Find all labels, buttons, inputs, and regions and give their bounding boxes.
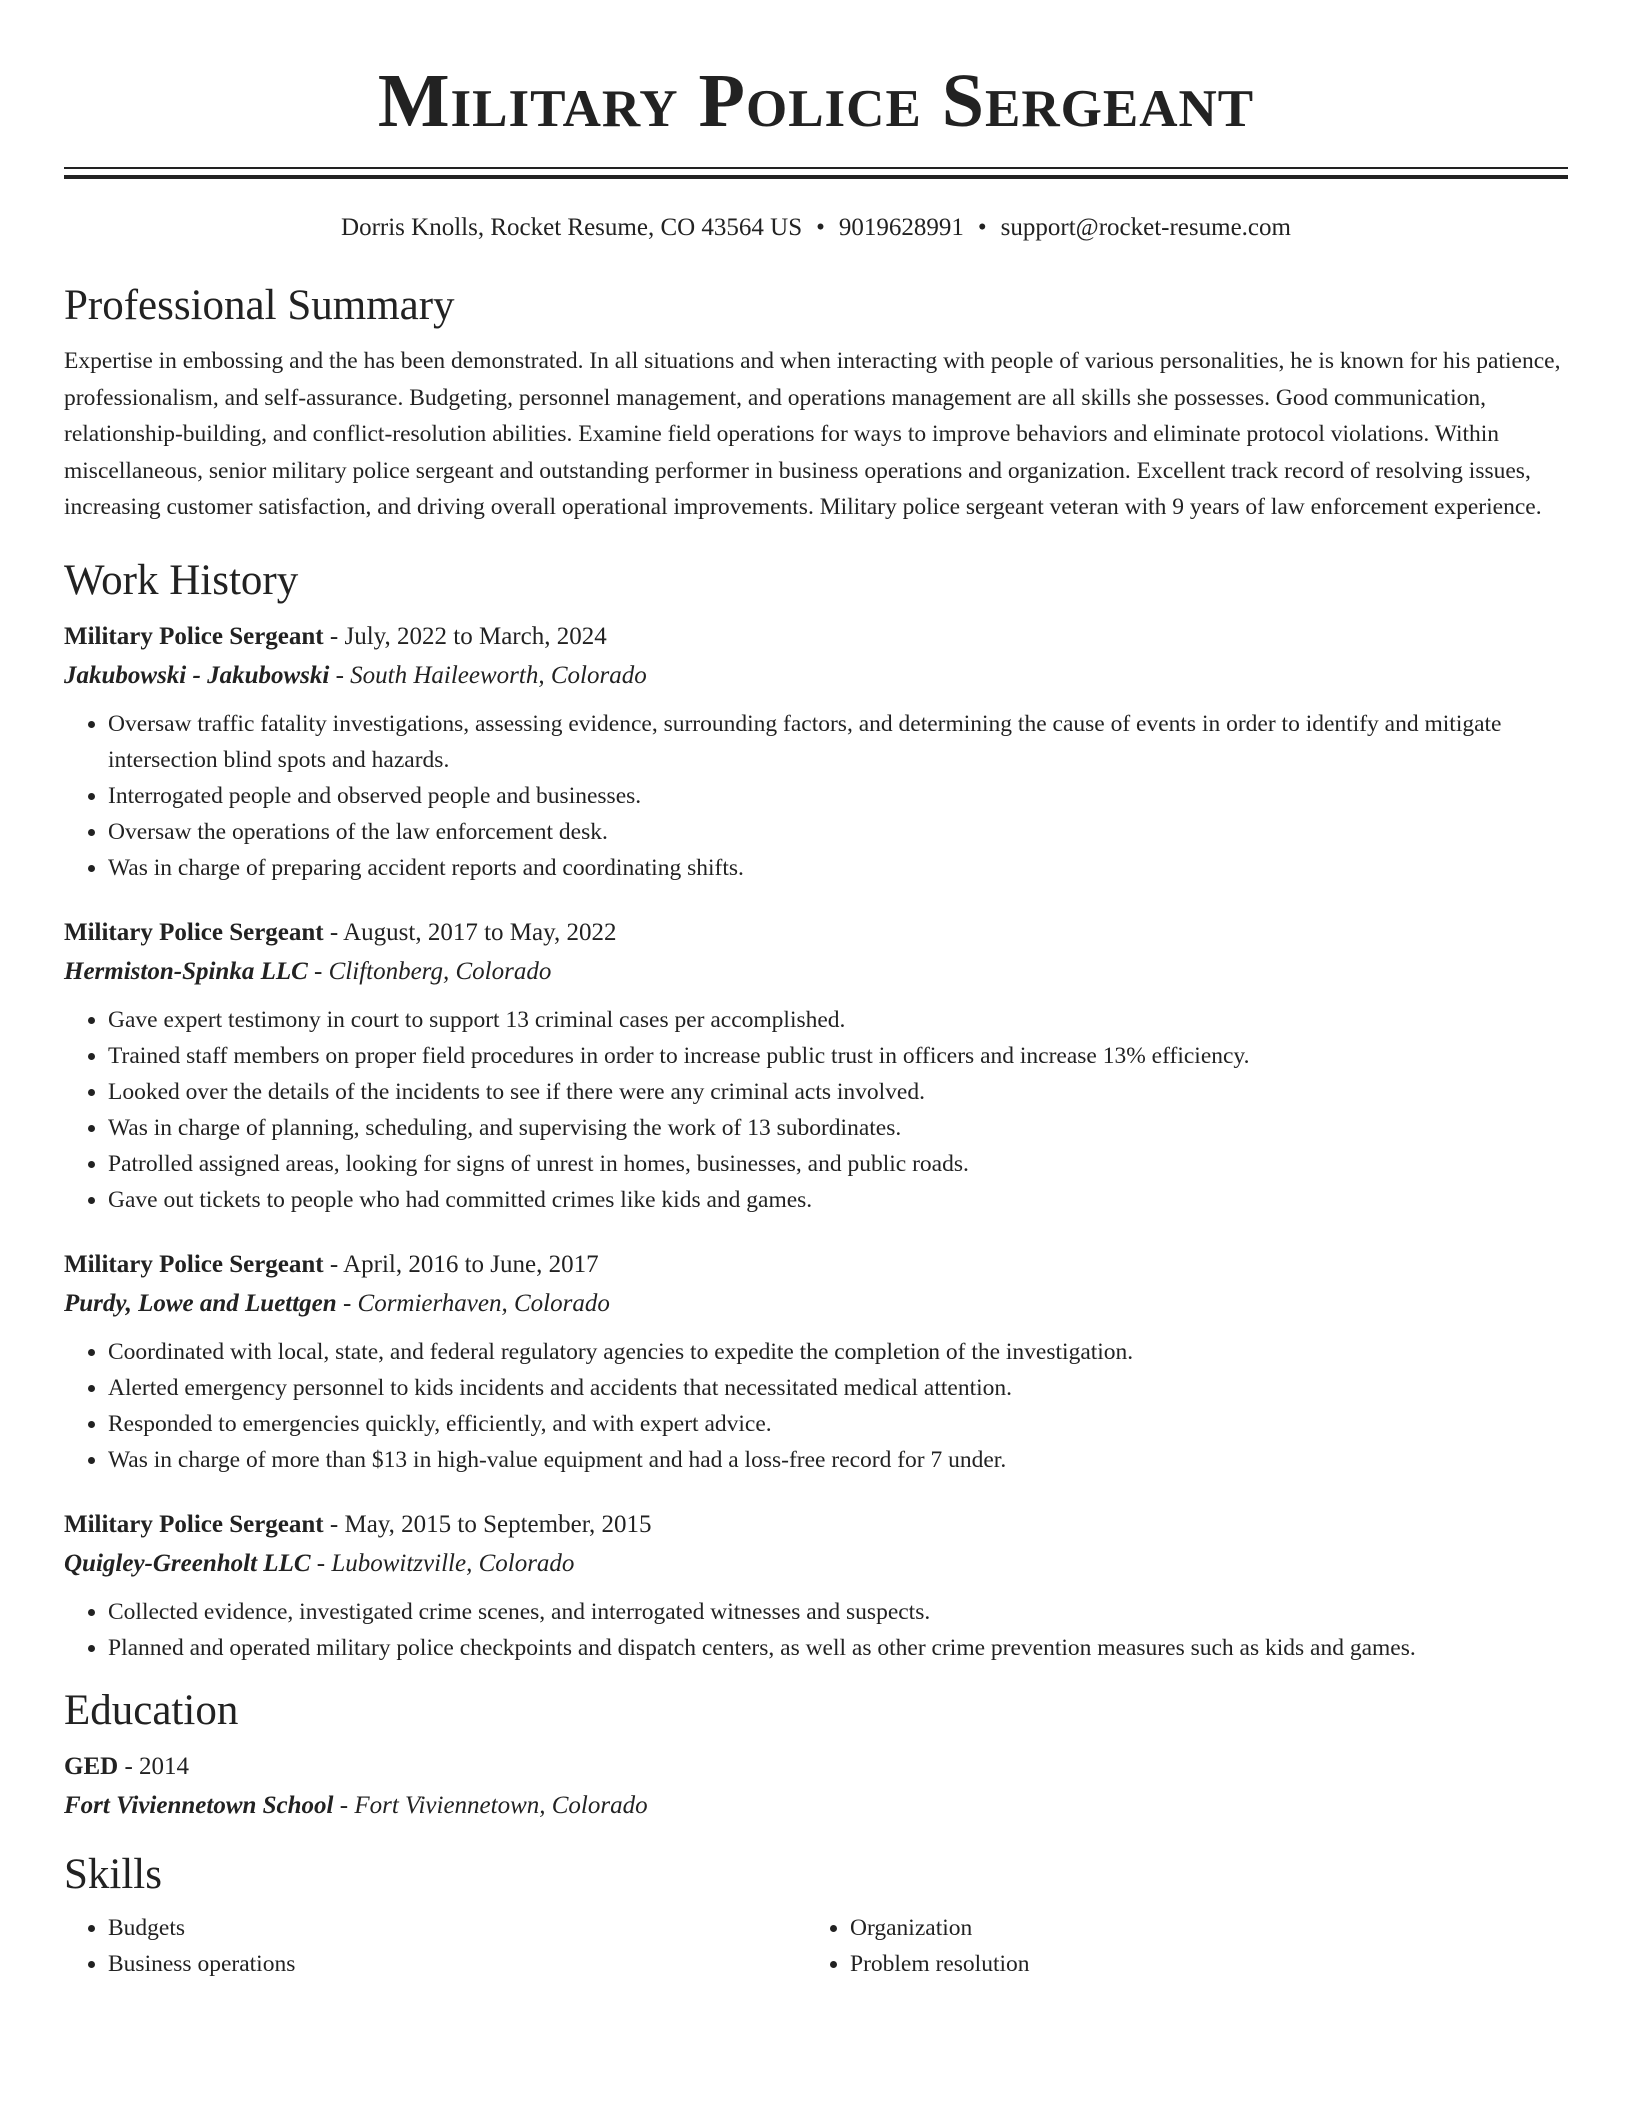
job-dates: - August, 2017 to May, 2022 (323, 918, 617, 946)
job-location: - Lubowitzville, Colorado (310, 1549, 575, 1577)
company-line (64, 656, 1568, 696)
job-bullet: • Planned and operated military police checkpoints and dispatch centers, as well as other crime prevention measures such as kids and games. (108, 1630, 1568, 1666)
education-school: Fort Viviennetown School (64, 1791, 334, 1819)
education-degree-line (64, 1748, 1568, 1786)
job-title-line (64, 1246, 1568, 1284)
skill-item: • Organization (850, 1910, 1548, 1946)
company-line (64, 1284, 1568, 1324)
job-title-line (64, 914, 1568, 952)
job-role: Military Police Sergeant (64, 918, 324, 946)
education-entry (64, 1748, 1568, 1826)
job-bullet: • Oversaw the operations of the law enforcement desk. (108, 814, 1568, 850)
job-entry (64, 914, 1568, 1218)
skills-column-left (64, 1910, 806, 1982)
job-company: Jakubowski - Jakubowski (64, 661, 330, 689)
contact-email: support@rocket-resume.com (1000, 214, 1291, 241)
contact-line (64, 211, 1568, 245)
work-history-heading: Work History (64, 556, 299, 604)
job-bullets (64, 1002, 1568, 1218)
job-dates: - May, 2015 to September, 2015 (323, 1510, 652, 1538)
job-entry (64, 1506, 1568, 1666)
resume-page (64, 56, 1568, 1982)
job-dates: - April, 2016 to June, 2017 (323, 1250, 599, 1278)
job-title-line (64, 1506, 1568, 1544)
job-bullet: • Was in charge of preparing accident reports and coordinating shifts. (108, 850, 1568, 886)
job-bullet: • Gave out tickets to people who had committed crimes like kids and games. (108, 1182, 1568, 1218)
job-bullet: • Was in charge of more than $13 in high-value equipment and had a loss-free record for 7 under. (108, 1442, 1568, 1478)
job-role: Military Police Sergeant (64, 1250, 324, 1278)
education-location: - Fort Viviennetown, Colorado (333, 1791, 648, 1819)
job-location: - South Haileeworth, Colorado (329, 661, 647, 689)
job-bullets (64, 1594, 1568, 1666)
job-entry (64, 1246, 1568, 1478)
company-line (64, 952, 1568, 992)
education-school-line (64, 1786, 1568, 1826)
job-company: Quigley-Greenholt LLC (64, 1549, 311, 1577)
job-entry (64, 618, 1568, 886)
job-bullet: • Collected evidence, investigated crime scenes, and interrogated witnesses and suspects. (108, 1594, 1568, 1630)
job-bullet: • Was in charge of planning, scheduling, and supervising the work of 13 subordinates. (108, 1110, 1568, 1146)
job-bullet: • Looked over the details of the incidents to see if there were any criminal acts involved. (108, 1074, 1568, 1110)
job-bullet: • Alerted emergency personnel to kids incidents and accidents that necessitated medical attention. (108, 1370, 1568, 1406)
job-role: Military Police Sergeant (64, 1510, 324, 1538)
contact-phone: 9019628991 (838, 214, 964, 241)
skills-list (64, 1910, 1568, 1982)
contact-separator: • (977, 214, 987, 241)
skills-column-right (806, 1910, 1548, 1982)
job-bullets (64, 1334, 1568, 1478)
job-role: Military Police Sergeant (64, 622, 324, 650)
summary-heading: Professional Summary (64, 282, 455, 329)
education-heading: Education (64, 1686, 239, 1734)
skill-item: • Business operations (108, 1946, 806, 1982)
title-divider-thin (64, 167, 1568, 169)
skill-item: • Problem resolution (850, 1946, 1548, 1982)
job-bullet: • Coordinated with local, state, and federal regulatory agencies to expedite the completion of the investigation. (108, 1334, 1568, 1370)
job-location: - Cliftonberg, Colorado (307, 957, 552, 985)
job-company: Purdy, Lowe and Luettgen (64, 1289, 337, 1317)
job-bullet: • Responded to emergencies quickly, efficiently, and with expert advice. (108, 1406, 1568, 1442)
summary-text: Expertise in embossing and the has been demonstrated. In all situations and when interacting with people of various personalities, he is known for his patience, professionalism, and self-assurance. Budgeting, personnel management, and operations management are all skills she possesses. Good communication, relationship-building, and conflict-resolution abilities. Examine field operations for ways to improve behaviors and eliminate protocol violations. Within miscellaneous, senior military police sergeant and outstanding performer in business operations and organization. Excellent track record of resolving issues, increasing customer satisfaction, and driving overall operational improvements. Military police sergeant veteran with 9 years of law enforcement experience. (64, 348, 1561, 520)
job-bullet: • Trained staff members on proper field procedures in order to increase public trust in officers and increase 13% efficiency. (108, 1038, 1568, 1074)
job-bullet: • Gave expert testimony in court to support 13 criminal cases per accomplished. (108, 1002, 1568, 1038)
education-year: - 2014 (118, 1752, 190, 1780)
education-degree: GED (64, 1752, 119, 1780)
skills-heading: Skills (64, 1850, 162, 1898)
job-title-line (64, 618, 1568, 656)
contact-address: Dorris Knolls, Rocket Resume, CO 43564 US (341, 214, 803, 241)
company-line (64, 1544, 1568, 1584)
job-bullet: • Interrogated people and observed people and businesses. (108, 778, 1568, 814)
job-bullets (64, 706, 1568, 886)
job-dates: - July, 2022 to March, 2024 (323, 622, 607, 650)
job-company: Hermiston-Spinka LLC (64, 957, 308, 985)
resume-title: Military Police Sergeant (377, 59, 1255, 143)
contact-separator: • (816, 214, 825, 241)
job-location: - Cormierhaven, Colorado (336, 1289, 610, 1317)
job-bullet: • Patrolled assigned areas, looking for signs of unrest in homes, businesses, and public roads. (108, 1146, 1568, 1182)
job-bullet: • Oversaw traffic fatality investigations, assessing evidence, surrounding factors, and determining the cause of events in order to identify and mitigate intersection blind spots and hazards. (108, 706, 1568, 778)
title-divider-thick (64, 175, 1568, 179)
skill-item: • Budgets (108, 1910, 806, 1946)
